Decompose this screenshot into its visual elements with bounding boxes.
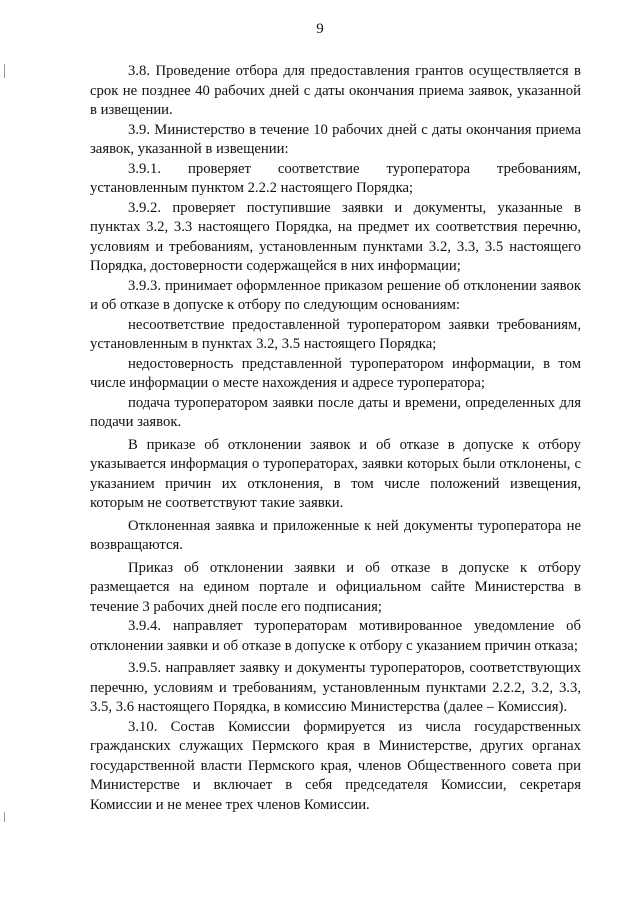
- paragraph-ground-noncompliance: несоответствие предоставленной туроператором заявки требованиям, установленным в пунктах 3.2, 3.5 настоящего Порядка;: [90, 316, 581, 352]
- paragraph-ground-late-submission: подача туроператором заявки после даты и времени, определенных для подачи заявок.: [90, 394, 581, 430]
- document-body: [90, 62, 581, 815]
- paragraph-3-9-3: 3.9.3. принимает оформленное приказом решение об отклонении заявок и об отказе в допуске к отбору по следующим основаниям:: [90, 277, 581, 313]
- paragraph-3-9-4: 3.9.4. направляет туроператорам мотивированное уведомление об отклонении заявки и об отказе в допуске к отбору с указанием причин отказа;: [90, 618, 581, 654]
- paragraph-3-9-2: 3.9.2. проверяет поступившие заявки и документы, указанные в пунктах 3.2, 3.3 настоящего Порядка, на предмет их соответствия перечню, условиям и требованиям, установленным пунктами 3.2, 3.3, 3.5 настоящего Порядка, достоверности содержащейся в них информации;: [90, 199, 581, 274]
- paragraph-3-9: 3.9. Министерство в течение 10 рабочих дней с даты окончания приема заявок, указанной в извещении:: [90, 121, 581, 157]
- margin-mark-top: [4, 64, 5, 78]
- paragraph-3-9-5: 3.9.5. направляет заявку и документы туроператоров, соответствующих перечню, условиям и требованиям, установленным пунктами 2.2.2, 3.2, 3.3, 3.5, 3.6 настоящего Порядка, в комиссию Министерства (далее – Комиссия).: [90, 660, 581, 715]
- paragraph-ground-unreliable-info: недостоверность представленной туроператором информации, в том числе информации о месте нахождения и адресе туроператора;: [90, 355, 581, 391]
- paragraph-3-10: 3.10. Состав Комиссии формируется из числа государственных гражданских служащих Пермского края в Министерстве, других органах государственной власти Пермского края, членов Общественного совета при Министерстве и включает в себя председателя Комиссии, секретаря Комиссии и не менее трех членов Комиссии.: [90, 718, 581, 813]
- paragraph-rejected-not-returned: Отклоненная заявка и приложенные к ней документы туроператора не возвращаются.: [90, 517, 581, 553]
- page-number: 9: [316, 21, 324, 37]
- paragraph-3-8: 3.8. Проведение отбора для предоставления грантов осуществляется в срок не позднее 40 рабочих дней с даты окончания приема заявок, указанной в извещении.: [90, 63, 581, 118]
- paragraph-rejection-order-content: В приказе об отклонении заявок и об отказе в допуске к отбору указывается информация о туроператорах, заявки которых были отклонены, с указанием причин их отклонения, в том числе положений извещения, которым не соответствуют такие заявки.: [90, 436, 581, 511]
- paragraph-order-publication: Приказ об отклонении заявки и об отказе в допуске к отбору размещается на едином портале и официальном сайте Министерства в течение 3 рабочих дней после его подписания;: [90, 559, 581, 615]
- paragraph-3-9-1: 3.9.1. проверяет соответствие туроператора требованиям, установленным пунктом 2.2.2 настоящего Порядка;: [90, 160, 581, 196]
- margin-mark-bottom: [4, 812, 5, 822]
